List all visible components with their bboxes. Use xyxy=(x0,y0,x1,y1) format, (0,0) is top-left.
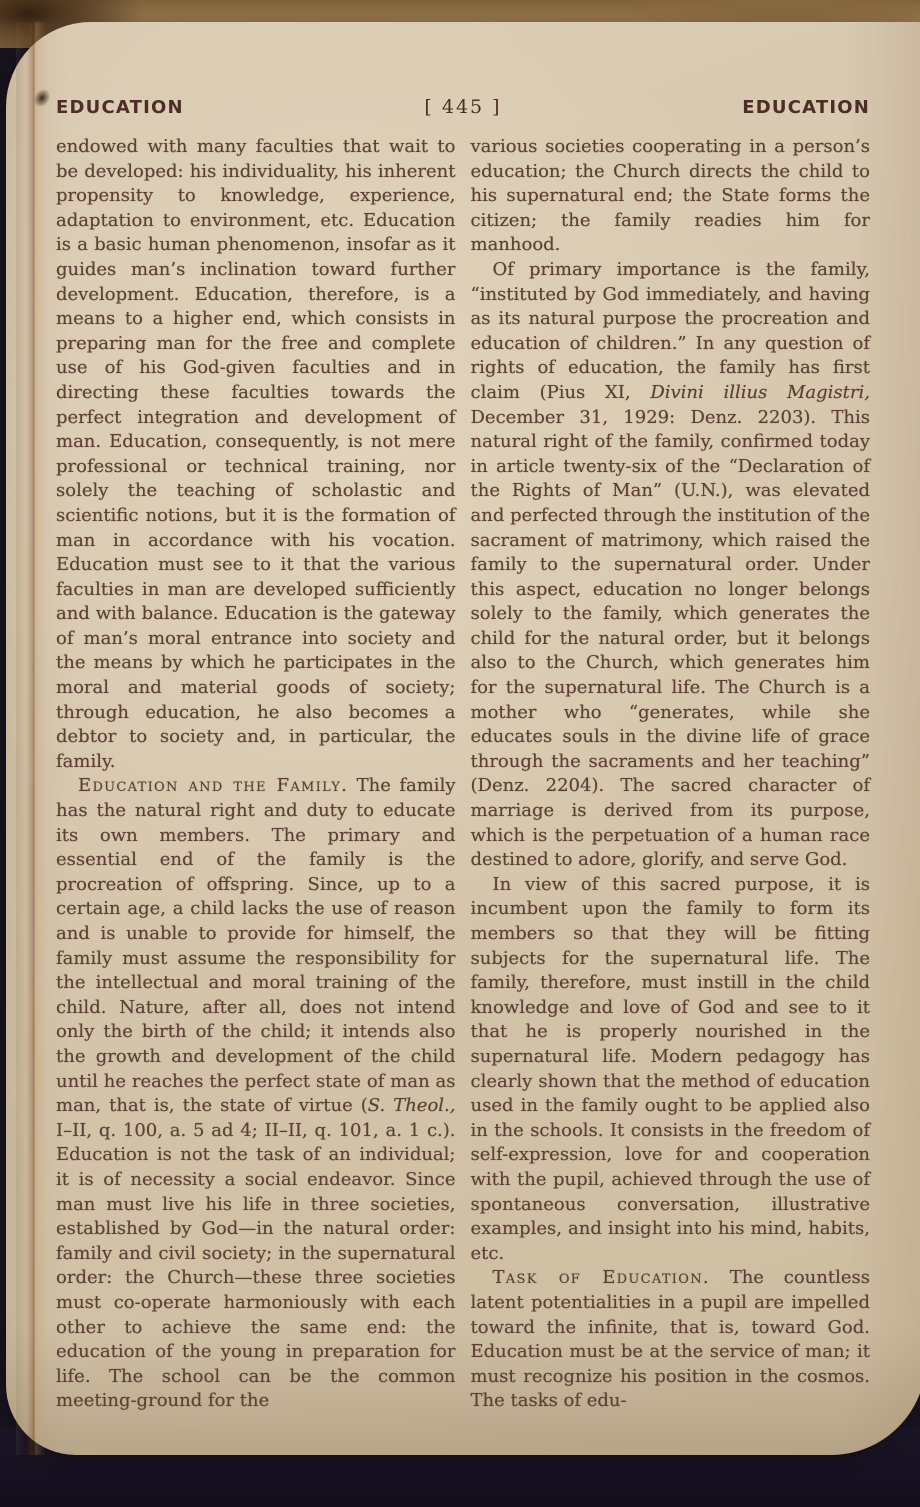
page-content xyxy=(6,22,920,1455)
book-page xyxy=(6,22,920,1455)
paragraph-text: I–II, q. 100, a. 5 ad 4; II–II, q. 101, a. 1 c.). Education is not the task of an individual; it is of necessity a social endeavor. Since man must live his life in three societies, established by God—in the natural order: family and civil society; in the supernatural order: the Church—these three societies must co-operate harmoniously with each other to achieve the same end: the education of the young in preparation for life. The school can be the common meeting-ground for the xyxy=(56,1119,456,1412)
paragraph-continued xyxy=(56,135,456,774)
text-columns xyxy=(56,135,870,1414)
paragraph-text: December 31, 1929: Denz. 2203). This natural right of the family, confirmed today in article twenty-six of the “Declaration of the Rights of Man” (U.N.), was elevated and perfected through the institution of the sacrament of matrimony, which raised the family to the supernatural order. Under this aspect, education no longer belongs solely to the family, which generates the child for the natural order, but it belongs also to the Church, which generates him for the supernatural life. The Church is a mother who “generates, while she educates souls in the divine life of grace through the sacraments and her teaching” (Denz. 2204). The sacred character of marriage is derived from its purpose, which is the perpetuation of a human race destined to adore, glorify, and serve God. xyxy=(470,406,870,871)
running-head-left: EDUCATION xyxy=(56,97,184,118)
section-lead: Education and the Family. xyxy=(78,775,349,797)
left-column xyxy=(56,135,456,1414)
section-lead: Task of Education. xyxy=(492,1267,710,1289)
page-number: [ 445 ] xyxy=(424,96,502,118)
paragraph-text: Of primary importance is the family, “instituted by God immediately, and having as its natural purpose the procreation and education of children.” In any question of rights of education, the family has first claim (Pius XI, xyxy=(470,258,870,403)
paragraph-sacred-purpose xyxy=(471,873,871,1267)
running-head-right: EDUCATION xyxy=(742,97,871,118)
italic-citation: Divini illius Magistri, xyxy=(650,381,870,403)
paragraph-text: The family has the natural right and duty to educate its own members. The primary and essential end of the family is the procreation of offspring. Since, up to a certain age, a child lacks the use of reason and is unable to provide for himself, the family must assume the responsibility for the intellectual and moral training of the child. Nature, after all, does not intend only the birth of the child; it intends also the growth and development of the child until he reaches the perfect state of man as man, that is, the state of virtue ( xyxy=(56,775,456,1117)
paragraph-text: various societies cooperating in a person’s education; the Church directs the child to his supernatural end; the State forms the citizen; the family readies him for manhood. xyxy=(470,136,870,256)
paragraph-text: endowed with many faculties that wait to be developed: his individuality, his inherent propensity to knowledge, experience, adaptation to environment, etc. Education is a basic human phenomenon, insofar as it guides man’s inclination toward further development. Education, therefore, is a means to a higher end, which consists in preparing man for the free and complete use of his God-given faculties and in directing these faculties towards the perfect integration and development of man. Education, consequently, is not mere professional or technical training, nor solely the teaching of scholastic and scientific notions, but it is the formation of man in accordance with his vocation. Education must see to it that the various faculties in man are developed sufficiently and with balance. Education is the gateway of man’s moral entrance into society and the means by which he participates in the moral and material goods of society; through education, he also becomes a debtor to society and, in particular, the family. xyxy=(56,136,456,772)
paragraph-text: The countless latent potentialities in a pupil are impelled toward the infinite, that is, toward God. Education must be at the service of man; it must recognize his position in the cosmos. The tasks of edu- xyxy=(470,1267,870,1412)
running-head xyxy=(56,96,870,118)
paragraph-text: In view of this sacred purpose, it is incumbent upon the family to form its members so that they will be fitting subjects for the supernatural life. The family, therefore, must instill in the child knowledge and love of God and see to it that he is properly nourished in the supernatural life. Modern pedagogy has clearly shown that the method of education used in the family ought to be applied also in the schools. It consists in the freedom of self-expression, love for and cooperation with the pupil, achieved through the use of spontaneous conversation, illustrative examples, and insight into his mind, habits, etc. xyxy=(470,873,870,1264)
paragraph-family-importance xyxy=(471,258,871,873)
right-column xyxy=(471,135,871,1414)
paragraph-task-of-education xyxy=(471,1266,871,1414)
paragraph-education-and-the-family xyxy=(56,774,456,1413)
paragraph-continued xyxy=(471,135,871,258)
italic-citation: S. Theol., xyxy=(367,1095,456,1117)
